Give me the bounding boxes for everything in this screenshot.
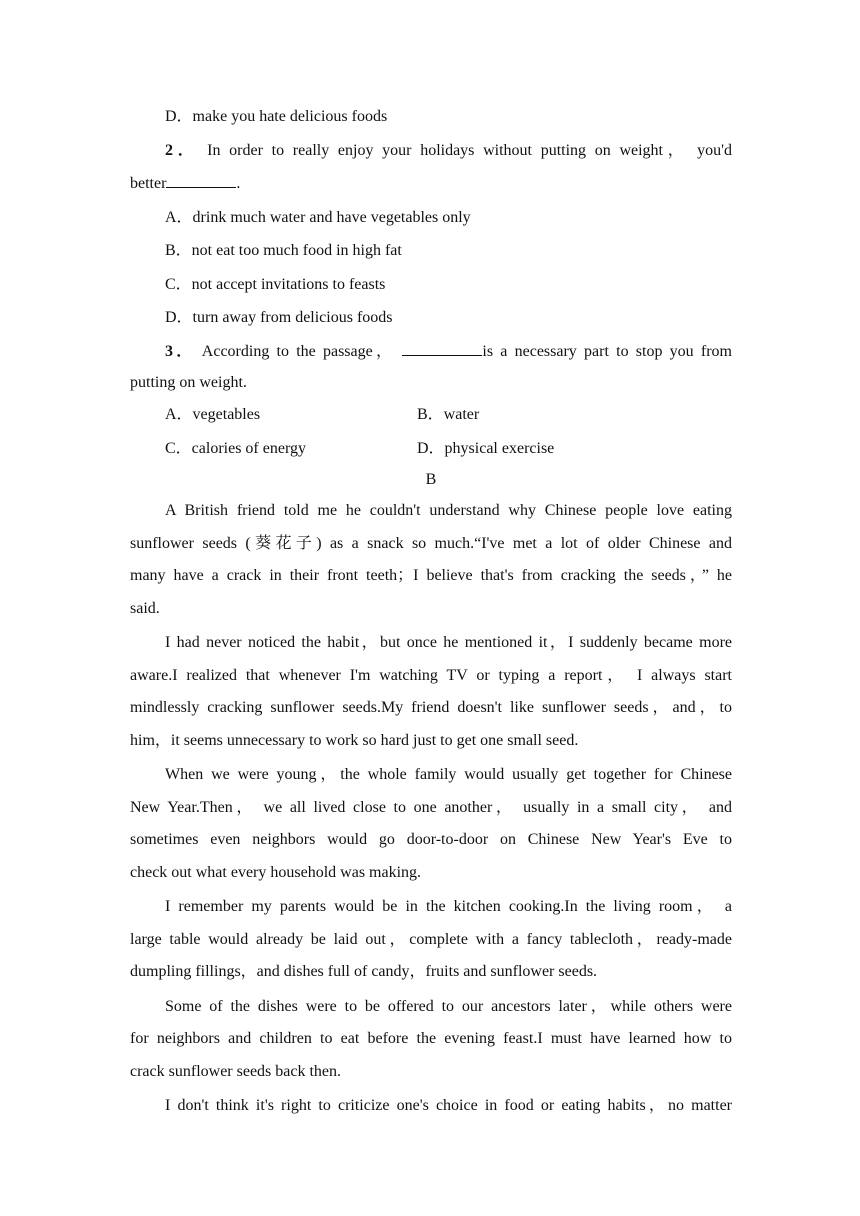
passage-line: him，it seems unnecessary to work so hard just to get one small seed.: [130, 731, 579, 749]
q2-stem-line1: [130, 134, 732, 168]
q3-options-row2: [130, 432, 732, 466]
q3-option-a: A．vegetables: [165, 406, 261, 423]
q2-option-d: D．turn away from delicious foods: [165, 309, 393, 326]
document-page: [130, 100, 732, 1123]
passage-line: large table would already be laid out，complete with a fancy tablecloth，ready-made: [130, 930, 732, 948]
passage-line: I had never noticed the habit，but once he mentioned it，I suddenly became more: [165, 634, 732, 651]
passage-line: When we were young，the whole family would usually get together for Chinese: [165, 766, 733, 783]
q3-answer-blank: [402, 338, 482, 356]
passage-paragraph-4: [130, 891, 732, 989]
q2-number: 2．: [165, 141, 199, 159]
passage-line: crack sunflower seeds back then.: [130, 1062, 342, 1080]
q2-stem-prefix: better: [130, 175, 167, 192]
passage-paragraph-5: [130, 991, 732, 1089]
q2-option-c: C．not accept invitations to feasts: [165, 275, 386, 293]
passage-paragraph-1: [130, 495, 732, 625]
q1-option-d: D．make you hate delicious foods: [165, 108, 388, 125]
q2-stem-text: In order to really enjoy your holidays without putting on weight， you'd: [207, 141, 732, 159]
q3-stem-line2: putting on weight.: [130, 374, 247, 391]
passage-line: aware.I realized that whenever I'm watching TV or typing a report， I always start: [130, 666, 732, 684]
passage-line: I don't think it's right to criticize one's choice in food or eating habits，no matter: [165, 1097, 732, 1114]
q2-option-b: B．not eat too much food in high fat: [165, 242, 402, 259]
q3-stem-suffix: is a necessary part to stop you from: [482, 342, 732, 360]
passage-line: sunflower seeds (葵花子) as a snack so much.“I've met a lot of older Chinese and: [130, 534, 732, 552]
passage-line: many have a crack in their front teeth；I believe that's from cracking the seeds，” he: [130, 567, 732, 584]
q3-options-row1: [130, 398, 732, 432]
q3-number: 3．: [165, 342, 196, 360]
passage-line: said.: [130, 599, 160, 617]
passage-line: sometimes even neighbors would go door-to-door on Chinese New Year's Eve to: [130, 831, 732, 848]
q3-option-c: C．calories of energy: [165, 439, 306, 457]
passage-paragraph-2: [130, 627, 732, 757]
passage-line: for neighbors and children to eat before the evening feast.I must have learned how to: [130, 1030, 732, 1047]
q3-stem-prefix: According to the passage，: [201, 342, 396, 360]
q2-stem-suffix: .: [236, 175, 241, 192]
passage-line: A British friend told me he couldn't understand why Chinese people love eating: [165, 502, 732, 519]
passage-line: dumpling fillings，and dishes full of candy，fruits and sunflower seeds.: [130, 963, 598, 980]
section-label: B: [425, 471, 437, 488]
passage-line: Some of the dishes were to be offered to our ancestors later，while others were: [165, 997, 732, 1015]
q2-answer-blank: [166, 170, 236, 188]
passage-paragraph-6: [130, 1090, 732, 1123]
q3-stem-line1: [130, 335, 732, 369]
q2-option-a: A．drink much water and have vegetables only: [165, 208, 471, 226]
passage-paragraph-3: [130, 759, 732, 889]
q3-option-b: B．water: [417, 406, 480, 423]
passage-line: mindlessly cracking sunflower seeds.My friend doesn't like sunflower seeds，and，to: [130, 699, 732, 716]
q2-stem-line2: [130, 167, 732, 201]
passage-line: I remember my parents would be in the kitchen cooking.In the living room， a: [165, 898, 732, 915]
q3-option-d: D．physical exercise: [417, 439, 555, 457]
passage-line: New Year.Then， we all lived close to one another， usually in a small city， and: [130, 798, 732, 816]
passage-line: check out what every household was making.: [130, 863, 422, 881]
